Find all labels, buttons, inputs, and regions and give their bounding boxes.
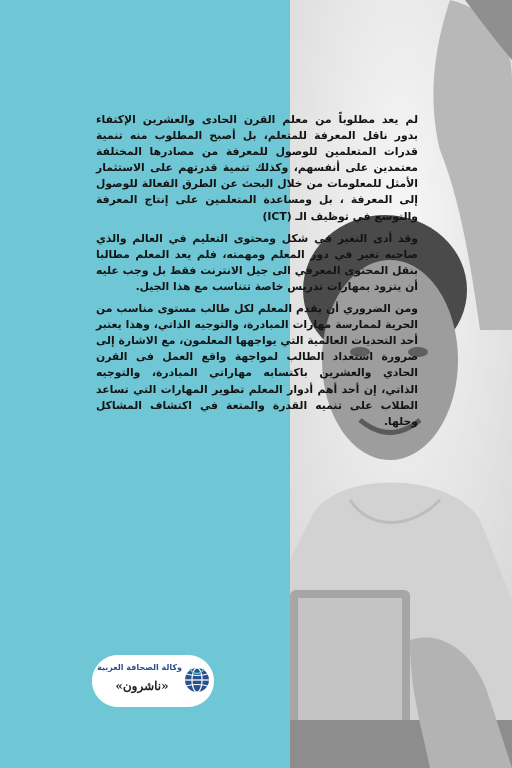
paragraph-3: ومن الضروري أن يقدم المعلم لكل طالب مستوى مناسب من الحرية لممارسة مهارات المبادرة، والتوجيه الذاتي، وهذا يعتبر أحد التحديات العالمية التي يواجهها المعلمون، مع الاشارة إلى ضرورة استعداد الطالب لمواجهة واقع العمل فى القرن الحادي والعشرين باكتسابه مهاراتي المبادرة، والتوجيه الذاتي، إن أحد أهم أدوار المعلم تطوير المهارات التي تساعد الطلاب على تنميه القدرة والمتعة في اكتشاف المشاكل وحلها.: [96, 302, 418, 428]
back-cover-text: [96, 112, 418, 436]
publisher-name: وكالة الصحافة العربية: [97, 663, 182, 672]
paragraph-1: لم يعد مطلوباً من معلم القرن الحادى والعشرين الإكتفاء بدور ناقل المعرفة للمتعلم، بل أصبح المطلوب منه تنمية قدرات المتعلمين للوصول للمعرفة من مصادرها المختلفة معتمدين على أنفسهم، وكذلك تنمية قدرتهم على الاستثمار الأمثل للمعلومات من خلال البحث عن الطرق الفعالة للوصول إلى المعرفة ، بل ومساعدة المتعلمين على إنتاج المعرفة والتوسع في توظيف الـ (ICT): [96, 113, 418, 223]
globe-icon: [182, 665, 212, 695]
paragraph-2: وقد أدى التغير في شكل ومحتوى التعليم في العالم والذي صاحبه تغير في دور المعلم ومهمته، فلم يعد المعلم مطالبا بنقل المحتوى المعرفي الى جيل الانترنت فقط بل وجب عليه أن يتزود بمهارات تدريس خاصة تتناسب مع هذا الجيل.: [96, 231, 418, 293]
publisher-subtitle: «ناشرون»: [115, 679, 169, 693]
publisher-logo: [92, 655, 214, 707]
